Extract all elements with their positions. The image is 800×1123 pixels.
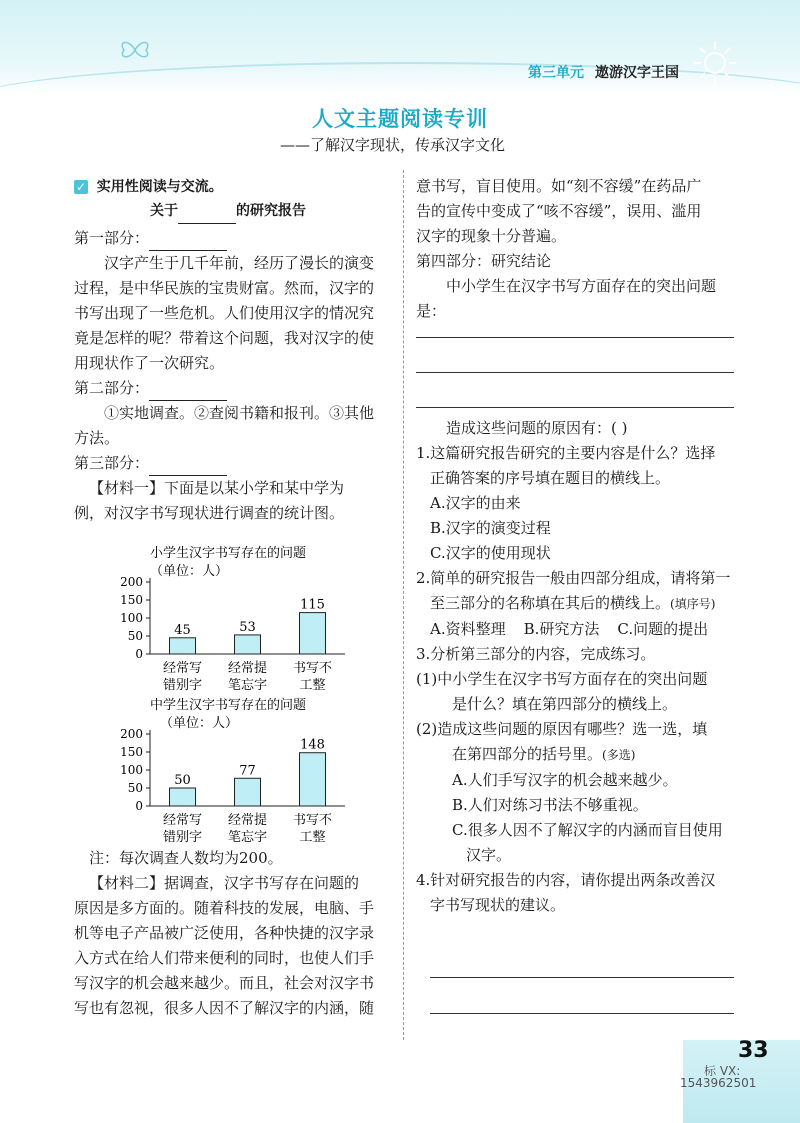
q1-options [416, 491, 738, 566]
y-tick-label: 100 [120, 763, 143, 777]
answer-line-1[interactable] [416, 337, 734, 338]
para1: 汉字产生于几千年前，经历了漫长的演变 过程，是中华民族的宝贵财富。然而，汉字的 书写出现了一些危机。人们使用汉字的情况究 竟是怎样的呢？带着这个问题，我对汉字的使 用现状作了一次研究。 [74, 254, 375, 372]
chart2-unit: （单位：人） [160, 716, 239, 731]
material1: 【材料一】下面是以某小学和某中学为 例，对汉字书写现状进行调查的统计图。 [74, 479, 345, 522]
y-tick-label: 150 [120, 745, 143, 759]
x-tick-label: 经常提 [227, 661, 268, 676]
bar-1 [170, 788, 196, 806]
part4-label: 第四部分：研究结论 [416, 252, 552, 270]
q3-option-c[interactable]: C.很多人因不了解汉字的内涵而盲目使用 [452, 821, 723, 839]
report-title: 关于 的研究报告 [74, 199, 394, 226]
page-title: 人文主题阅读专训 [312, 107, 488, 131]
para2: ①实地调查。②查阅书籍和报刊。③其他 方法。 [74, 404, 375, 447]
q1-option-b[interactable]: B.汉字的演变过程 [430, 519, 551, 537]
y-tick-label: 150 [120, 593, 143, 607]
y-tick-label: 0 [135, 799, 143, 813]
part2-label: 第二部分： [74, 376, 394, 401]
x-tick-label: 错别字 [162, 830, 203, 844]
sun-icon [692, 40, 738, 90]
bar-value-label: 45 [174, 622, 191, 638]
page-subtitle: ——了解汉字现状，传承汉字文化 [280, 136, 506, 154]
y-tick-label: 50 [127, 629, 143, 643]
unit-title: 遨游汉字王国 [595, 65, 679, 81]
y-tick-label: 0 [135, 647, 143, 661]
part1-label: 第一部分： [74, 226, 394, 251]
x-tick-label: 经常提 [227, 813, 268, 828]
material2-continued: 意书写，盲目使用。如“刻不容缓”在药品广 告的宣传中变成了“咳不容缓”，误用、滥用 汉字的现象十分普遍。 [416, 177, 702, 245]
watermark-line-1: 标 VX: [704, 1064, 741, 1078]
bar-1 [170, 638, 196, 654]
problem-prompt: 中小学生在汉字书写方面存在的突出问题是： [416, 277, 717, 320]
bar-3 [300, 613, 326, 654]
q2-option-b[interactable]: B.研究方法 [523, 620, 600, 638]
left-column-lower [74, 846, 394, 1021]
suggestion-line-1[interactable] [430, 977, 734, 978]
question-3-2: (2)造成这些问题的原因有哪些？选一选，填 在第四部分的括号里。(多选) [416, 720, 708, 763]
answer-line-2[interactable] [416, 372, 734, 373]
x-tick-label: 工整 [299, 678, 326, 692]
bar-2 [235, 778, 261, 806]
x-tick-label: 经常写 [162, 661, 203, 676]
material2: 【材料二】据调查，汉字书写存在问题的 原因是多方面的。随着科技的发展，电脑、手 机等电子产品被广泛使用，各种快捷的汉字录 入方式在给人们带来便利的同时，也使人们手 写汉字的机会越来越少。而且，社会对汉字书 写也有忽视，很多人因不了解汉字的内涵，随 [74, 874, 375, 1017]
y-tick-label: 200 [120, 727, 143, 741]
part3-label: 第三部分： [74, 451, 394, 476]
q1-option-a[interactable]: A.汉字的由来 [430, 494, 521, 512]
butterfly-icon [118, 38, 152, 66]
chart-middle [110, 694, 370, 844]
chart1-unit: （单位：人） [150, 564, 229, 579]
x-tick-label: 笔忘字 [227, 678, 268, 692]
bar-value-label: 115 [300, 597, 325, 613]
chart1-title: 小学生汉字书写存在的问题 [150, 546, 307, 561]
bar-value-label: 148 [300, 737, 325, 753]
survey-note: 注：每次调查人数均为200。 [89, 849, 283, 867]
left-column [74, 174, 394, 526]
y-tick-label: 100 [120, 611, 143, 625]
question-3: 3.分析第三部分的内容，完成练习。 [416, 645, 656, 663]
x-tick-label: 经常写 [162, 813, 203, 828]
chart2-title: 中学生汉字书写存在的问题 [150, 698, 307, 713]
q3-option-b[interactable]: B.人们对练习书法不够重视。 [452, 796, 648, 814]
chart-primary [110, 542, 370, 692]
bar-3 [300, 753, 326, 806]
q2-option-a[interactable]: A.资料整理 [430, 620, 506, 638]
q2-option-c[interactable]: C.问题的提出 [617, 620, 709, 638]
column-divider [403, 170, 405, 1040]
right-column [416, 174, 738, 324]
section-heading: ✓ 实用性阅读与交流。 [75, 179, 223, 195]
x-tick-label: 工整 [299, 830, 326, 844]
x-tick-label: 错别字 [162, 678, 203, 692]
question-1: 1.这篇研究报告研究的主要内容是什么？选择 正确答案的序号填在题目的横线上。 [416, 444, 716, 487]
question-4: 4.针对研究报告的内容，请你提出两条改善汉 字书写现状的建议。 [416, 871, 716, 914]
y-tick-label: 200 [120, 575, 143, 589]
bar-2 [235, 635, 261, 654]
q3-option-a[interactable]: A.人们手写汉字的机会越来越少。 [452, 771, 678, 789]
questions [416, 416, 738, 918]
checkbox-icon: ✓ [75, 180, 87, 194]
suggestion-line-2[interactable] [430, 1013, 734, 1014]
unit-label: 第三单元 [528, 65, 584, 81]
question-3-1: (1)中小学生在汉字书写方面存在的突出问题 是什么？填在第四部分的横线上。 [416, 670, 708, 713]
q1-option-c[interactable]: C.汉字的使用现状 [430, 544, 551, 562]
answer-line-3[interactable] [416, 407, 734, 408]
bar-value-label: 77 [239, 763, 256, 779]
reason-prompt: 造成这些问题的原因有：( ) [446, 419, 628, 437]
x-tick-label: 笔忘字 [227, 830, 268, 844]
q2-options [416, 617, 738, 642]
q3-options: A.人们手写汉字的机会越来越少。 B.人们对练习书法不够重视。 C.很多人因不了解汉字的内涵而盲目使用 汉字。 [416, 768, 738, 868]
bar-value-label: 50 [174, 773, 191, 788]
bar-value-label: 53 [239, 619, 256, 635]
question-2: 2.简单的研究报告一般由四部分组成，请将第一 至三部分的名称填在其后的横线上。(填序号) [416, 569, 731, 612]
x-tick-label: 书写不 [292, 813, 333, 828]
x-tick-label: 书写不 [292, 661, 333, 676]
watermark-line-2: 1543962501 [680, 1076, 757, 1090]
page-number: 33 [738, 1038, 769, 1063]
y-tick-label: 50 [127, 781, 143, 795]
